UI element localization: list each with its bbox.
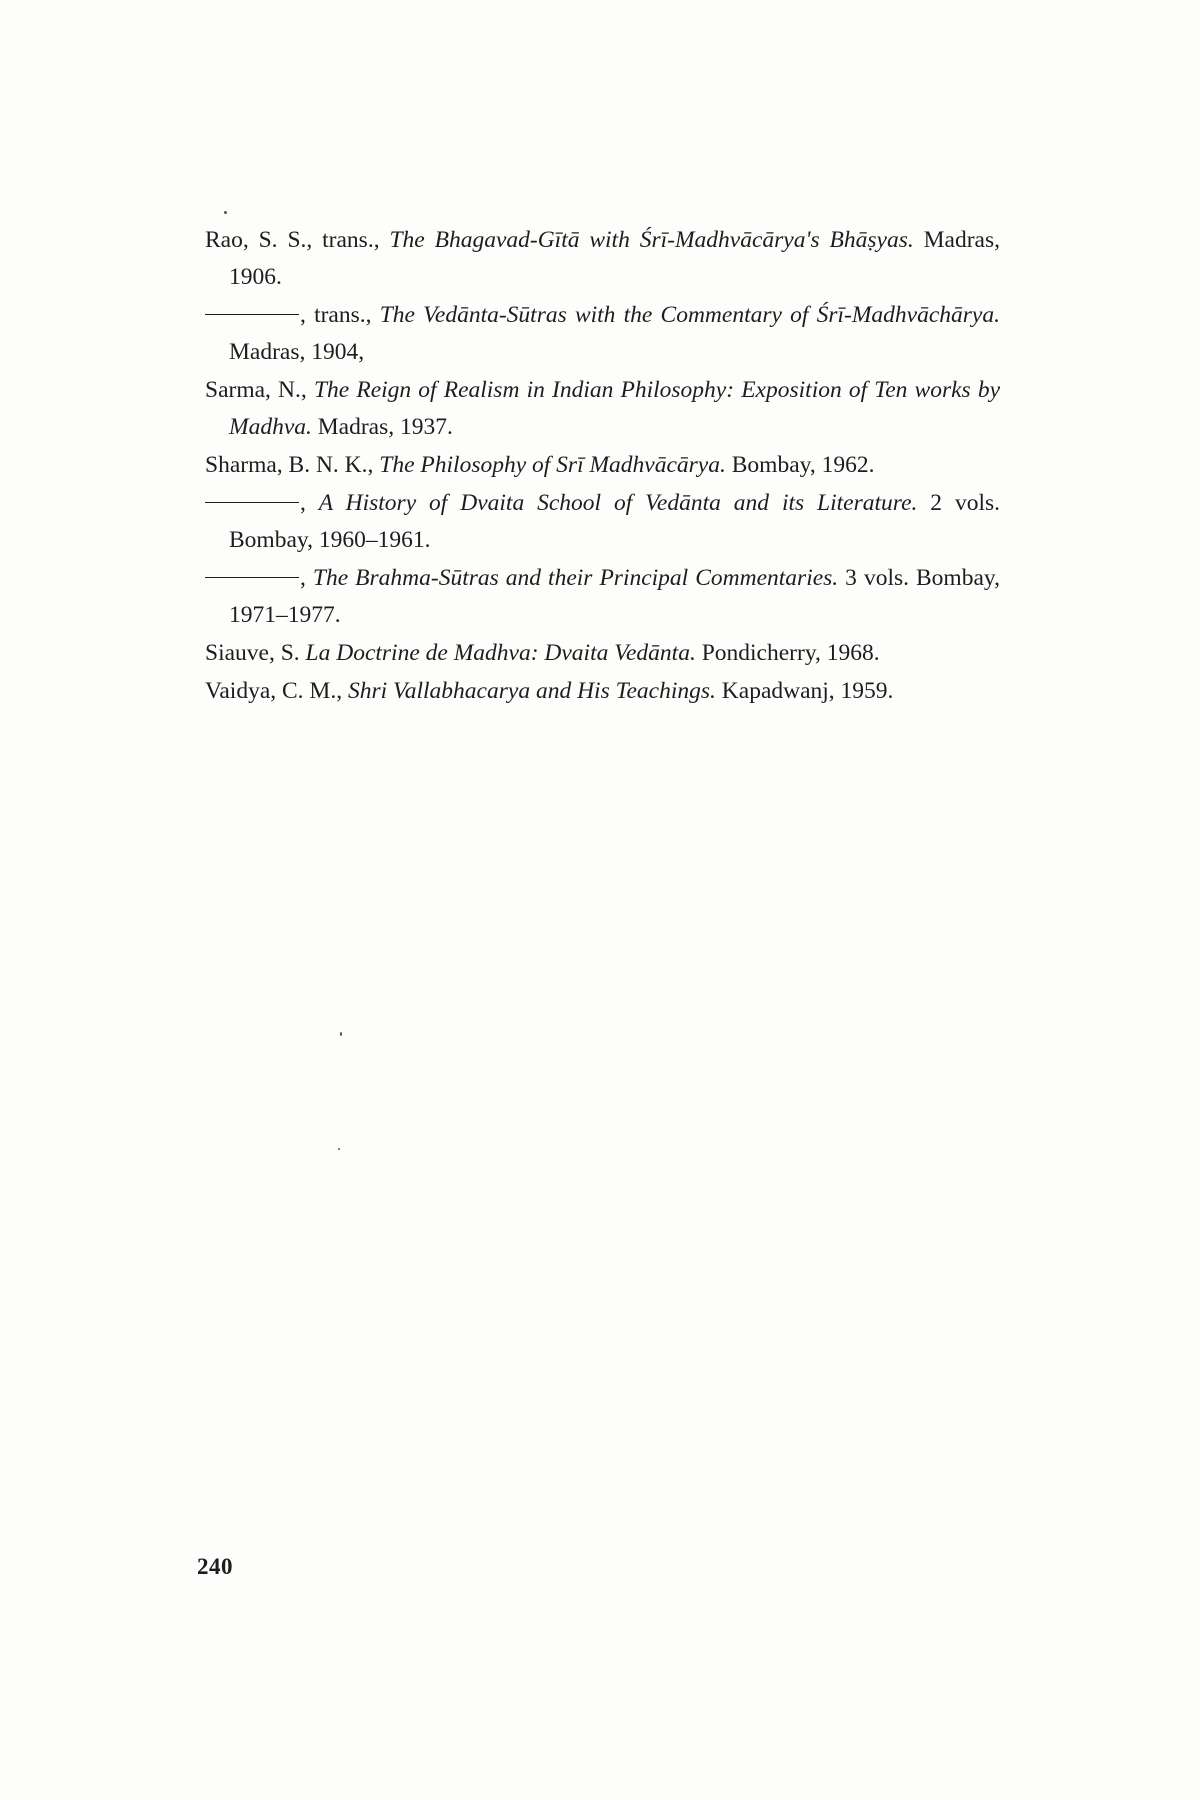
bibliography-entry bbox=[205, 560, 1000, 634]
entry-publication: 2 vols. Bombay, 1960–1961. bbox=[229, 490, 1000, 553]
bibliography-entry bbox=[205, 485, 1000, 559]
entry-title: La Doctrine de Madhva: Dvaita Vedānta. bbox=[305, 640, 696, 666]
bibliography-entry bbox=[205, 447, 1000, 484]
entry-author: Sharma, B. N. K., bbox=[205, 452, 380, 478]
entry-author: Rao, S. S., trans., bbox=[205, 227, 390, 253]
entry-publication: Pondicherry, 1968. bbox=[695, 640, 880, 666]
print-speck bbox=[340, 1032, 342, 1036]
bibliography-entry bbox=[205, 673, 1000, 710]
page-number: 240 bbox=[197, 1554, 233, 1579]
print-speck bbox=[224, 211, 227, 214]
entry-publication: 3 vols. Bombay, 1971–1977. bbox=[229, 565, 1000, 628]
entry-title: The Philosophy of Srī Madhvācārya. bbox=[379, 452, 726, 478]
entry-author: , bbox=[300, 565, 313, 591]
print-speck bbox=[338, 1148, 340, 1150]
entry-author: , trans., bbox=[300, 302, 380, 328]
ditto-dash bbox=[205, 577, 299, 578]
entry-author: , bbox=[300, 490, 319, 516]
entry-publication: Kapadwanj, 1959. bbox=[715, 678, 894, 704]
bibliography-entry bbox=[205, 635, 1000, 672]
entry-title: The Bhagavad-Gītā with Śrī-Madhvācārya's Bhāṣyas. bbox=[389, 227, 914, 253]
ditto-dash bbox=[205, 314, 299, 315]
entry-title: A History of Dvaita School of Vedānta and its Literature. bbox=[318, 490, 918, 516]
entry-title: The Brahma-Sūtras and their Principal Commentaries. bbox=[312, 565, 839, 591]
bibliography-entry bbox=[205, 297, 1000, 371]
entry-author: Sarma, N., bbox=[205, 377, 314, 403]
entry-author: Vaidya, C. M., bbox=[205, 678, 348, 704]
entry-publication: Madras, 1906. bbox=[229, 227, 1000, 290]
entry-author: Siauve, S. bbox=[205, 640, 306, 666]
bibliography-entry bbox=[205, 372, 1000, 446]
entry-title: The Vedānta-Sūtras with the Commentary of Śrī-Madhvāchārya. bbox=[379, 302, 1000, 328]
entry-title: The Reign of Realism in Indian Philosophy: Exposition of Ten works by Madhva. bbox=[229, 377, 1001, 440]
ditto-dash bbox=[205, 502, 299, 503]
entry-title: Shri Vallabhacarya and His Teachings. bbox=[347, 678, 716, 704]
entry-publication: Bombay, 1962. bbox=[725, 452, 875, 478]
bibliography-entry bbox=[205, 222, 1000, 296]
bibliography-list bbox=[205, 222, 1000, 711]
entry-publication: Madras, 1937. bbox=[311, 414, 453, 440]
entry-publication: Madras, 1904, bbox=[229, 339, 365, 365]
